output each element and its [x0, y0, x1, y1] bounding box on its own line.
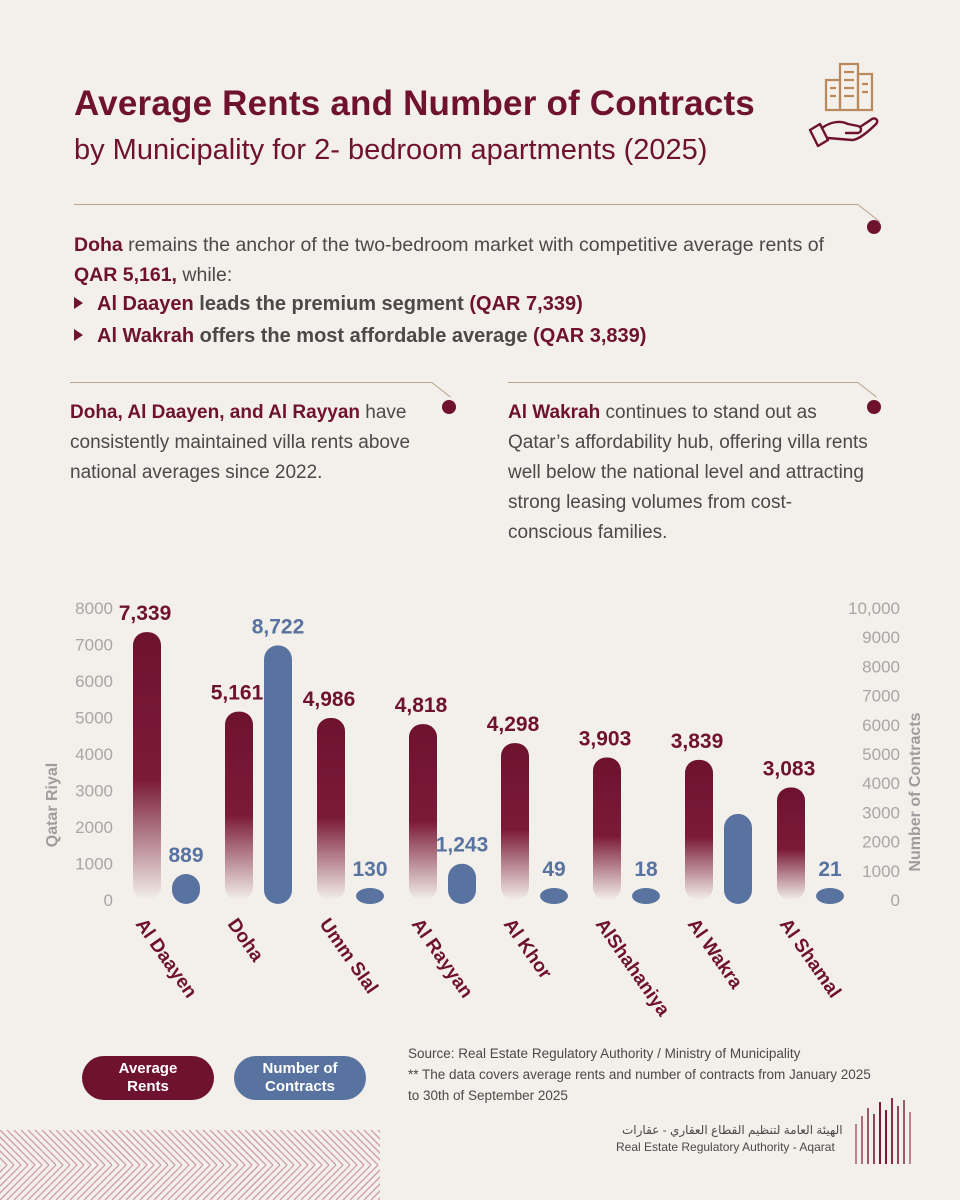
- contract-bar: [540, 888, 568, 904]
- intro-lead-value: QAR 5,161,: [74, 264, 177, 286]
- stripe-line: [84, 1130, 119, 1165]
- stripe-line: [280, 1165, 315, 1200]
- x-tick-label: Umm Slal: [314, 914, 382, 998]
- stripe-line: [91, 1165, 126, 1200]
- stripe-line: [70, 1165, 105, 1200]
- stripe-line: [210, 1165, 245, 1200]
- y2-axis-label: Number of Contracts: [907, 712, 924, 872]
- stripe-line: [245, 1165, 280, 1200]
- intro-paragraph: [74, 230, 854, 290]
- stripe-line: [238, 1165, 273, 1200]
- bullet2-bold: Al Wakrah: [97, 325, 195, 347]
- aqarat-logo: [848, 1094, 918, 1168]
- stripe-line: [21, 1130, 56, 1165]
- separator-line: [857, 204, 880, 222]
- stripe-line: [273, 1130, 308, 1165]
- stripe-line: [245, 1130, 280, 1165]
- rent-data-label: 4,298: [486, 713, 540, 737]
- stripe-line: [98, 1130, 133, 1165]
- decorative-stripes: [0, 1130, 380, 1200]
- stripe-line: [175, 1165, 210, 1200]
- stripe-line: [161, 1130, 196, 1165]
- legend-contracts-label: Number of Contracts: [262, 1060, 338, 1095]
- stripe-line: [266, 1165, 301, 1200]
- stripe-line: [175, 1130, 210, 1165]
- stripe-line: [168, 1165, 203, 1200]
- bullet1-text: leads the premium segment: [193, 293, 470, 315]
- y2-tick-label: 3000: [862, 803, 900, 823]
- stripe-line: [343, 1165, 378, 1200]
- rent-data-label: 7,339: [118, 602, 172, 626]
- bullet2-value: (QAR 3,839): [533, 325, 647, 347]
- source-line2: ** The data covers average rents and number of contracts from January 2025 to 30th of September 2025: [408, 1067, 871, 1103]
- stripe-line: [0, 1130, 35, 1165]
- contract-data-label: 49: [542, 858, 566, 881]
- stripe-line: [308, 1130, 343, 1165]
- stripe-line: [77, 1130, 112, 1165]
- x-tick-label: Doha: [222, 914, 268, 966]
- rent-bar: [225, 712, 253, 900]
- contract-bar: [816, 888, 844, 904]
- stripe-line: [77, 1165, 112, 1200]
- stripe-line: [161, 1165, 196, 1200]
- stripe-line: [35, 1130, 70, 1165]
- org-name-arabic: الهيئة العامة لتنظيم القطاع العقاري - عقارات: [622, 1123, 843, 1137]
- stripe-line: [154, 1130, 189, 1165]
- stripe-line: [0, 1165, 35, 1200]
- stripe-line: [42, 1165, 77, 1200]
- separator-line: [70, 382, 432, 383]
- stripe-line: [70, 1130, 105, 1165]
- note-right: [508, 398, 870, 548]
- rent-data-label: 5,161: [210, 681, 264, 705]
- stripe-line: [133, 1165, 168, 1200]
- y-tick-label: 1000: [75, 854, 113, 874]
- stripe-line: [112, 1130, 147, 1165]
- note-left-text: have consistently maintained villa rents above national averages since 2022.: [70, 402, 411, 483]
- x-tick-label: Al Daayen: [130, 914, 201, 1003]
- rent-data-label: 3,083: [762, 757, 816, 781]
- bullet-item: [74, 320, 646, 352]
- stripe-line: [287, 1130, 322, 1165]
- stripe-line: [294, 1130, 329, 1165]
- contract-bar: [448, 864, 476, 904]
- stripe-line: [259, 1165, 294, 1200]
- y2-tick-label: 8000: [862, 657, 900, 677]
- contract-bar: [724, 814, 752, 904]
- note-right-bold: Al Wakrah: [508, 402, 601, 423]
- stripe-line: [189, 1130, 224, 1165]
- stripe-line: [273, 1165, 308, 1200]
- stripe-line: [28, 1130, 63, 1165]
- stripe-line: [203, 1130, 238, 1165]
- legend-average-rents: [82, 1056, 214, 1100]
- x-tick-label: AlShahaniya: [590, 914, 674, 1021]
- stripe-line: [343, 1130, 378, 1165]
- contract-data-label: 889: [168, 844, 204, 868]
- y2-tick-label: 0: [890, 891, 900, 910]
- bullet2-text: offers the most affordable average: [194, 325, 534, 347]
- x-tick-label: Al Khor: [498, 914, 556, 984]
- intro-lead-bold: Doha: [74, 234, 123, 256]
- y2-tick-label: 4000: [862, 774, 900, 794]
- bullet-item: [74, 288, 646, 320]
- stripe-line: [308, 1165, 343, 1200]
- stripe-line: [315, 1130, 350, 1165]
- stripe-line: [252, 1165, 287, 1200]
- stripe-line: [196, 1130, 231, 1165]
- y-tick-label: 3000: [75, 781, 113, 801]
- legend-rents-label: Average Rents: [118, 1060, 178, 1095]
- stripe-line: [14, 1165, 49, 1200]
- stripe-line: [140, 1130, 175, 1165]
- stripe-line: [280, 1130, 315, 1165]
- stripe-line: [329, 1130, 364, 1165]
- stripe-line: [119, 1130, 154, 1165]
- stripe-line: [63, 1130, 98, 1165]
- stripe-line: [49, 1130, 84, 1165]
- stripe-line: [322, 1130, 357, 1165]
- y-tick-label: 5000: [75, 708, 113, 728]
- stripe-line: [105, 1165, 140, 1200]
- stripe-line: [259, 1130, 294, 1165]
- stripe-line: [224, 1165, 259, 1200]
- y-tick-label: 7000: [75, 635, 113, 655]
- legend-number-of-contracts: [234, 1056, 366, 1100]
- stripe-line: [168, 1130, 203, 1165]
- stripe-line: [147, 1130, 182, 1165]
- y-axis-label: Qatar Riyal: [44, 762, 61, 848]
- stripe-line: [133, 1130, 168, 1165]
- contract-bar: [172, 874, 200, 904]
- note-left: [70, 398, 450, 488]
- rent-data-label: 4,818: [394, 694, 448, 718]
- stripe-line: [224, 1130, 259, 1165]
- stripe-line: [21, 1165, 56, 1200]
- contract-data-label: 18: [634, 858, 658, 881]
- rent-bar: [777, 787, 805, 900]
- stripe-line: [322, 1165, 357, 1200]
- separator-line: [857, 382, 877, 398]
- org-name-english: Real Estate Regulatory Authority - Aqarat: [616, 1140, 835, 1154]
- stripe-line: [154, 1165, 189, 1200]
- separator-line: [74, 204, 858, 205]
- y-tick-label: 4000: [75, 745, 113, 764]
- rent-bar: [317, 718, 345, 900]
- x-tick-label: Al Rayyan: [406, 914, 477, 1003]
- rent-data-label: 4,986: [302, 688, 356, 712]
- stripe-line: [56, 1130, 91, 1165]
- stripe-line: [189, 1165, 224, 1200]
- stripe-line: [28, 1165, 63, 1200]
- y2-tick-label: 10,000: [848, 599, 900, 618]
- rent-data-label: 3,839: [670, 729, 724, 753]
- stripe-line: [182, 1130, 217, 1165]
- y2-tick-label: 2000: [862, 832, 900, 852]
- stripe-line: [119, 1165, 154, 1200]
- contract-data-label: 21: [818, 858, 842, 881]
- y2-tick-label: 1000: [862, 861, 900, 881]
- rent-contracts-chart: [0, 580, 960, 1040]
- x-tick-label: Al Wakra: [682, 914, 747, 993]
- stripe-line: [56, 1165, 91, 1200]
- stripe-line: [112, 1165, 147, 1200]
- stripe-line: [231, 1165, 266, 1200]
- contract-data-label: 1,243: [435, 833, 489, 857]
- rent-bar: [593, 758, 621, 900]
- contract-bar: [264, 645, 292, 904]
- intro-bullets: [74, 288, 646, 352]
- bullet1-value: (QAR 7,339): [469, 293, 583, 315]
- triangle-bullet-icon: [74, 297, 83, 309]
- stripe-line: [91, 1130, 126, 1165]
- stripe-line: [287, 1165, 322, 1200]
- rent-bar: [501, 743, 529, 900]
- stripe-line: [301, 1165, 336, 1200]
- stripe-line: [49, 1165, 84, 1200]
- y-tick-label: 0: [103, 891, 113, 910]
- rent-data-label: 3,903: [578, 727, 632, 751]
- source-note: [408, 1043, 878, 1106]
- stripe-line: [7, 1165, 42, 1200]
- y2-tick-label: 6000: [862, 715, 900, 735]
- stripe-line: [105, 1130, 140, 1165]
- stripe-line: [203, 1165, 238, 1200]
- stripe-line: [294, 1165, 329, 1200]
- page-subtitle: by Municipality for 2- bedroom apartments (2025): [74, 134, 708, 166]
- y2-tick-label: 5000: [862, 745, 900, 764]
- stripe-line: [217, 1130, 252, 1165]
- stripe-line: [252, 1130, 287, 1165]
- y-tick-label: 6000: [75, 672, 113, 691]
- stripe-line: [98, 1165, 133, 1200]
- intro-lead-text: remains the anchor of the two-bedroom market with competitive average rents of: [122, 234, 824, 256]
- x-tick-label: Al Shamal: [774, 914, 845, 1003]
- stripe-line: [147, 1165, 182, 1200]
- contract-data-label: 8,722: [251, 615, 305, 639]
- contract-data-label: 130: [352, 858, 388, 881]
- triangle-bullet-icon: [74, 329, 83, 341]
- y2-tick-label: 7000: [862, 686, 900, 706]
- intro-lead-end: while:: [176, 264, 233, 286]
- stripe-line: [84, 1165, 119, 1200]
- stripe-line: [336, 1165, 371, 1200]
- stripe-line: [126, 1165, 161, 1200]
- note-right-text: continues to stand out as Qatar’s affordability hub, offering villa rents well below the national level and attracting strong leasing volumes from cost-conscious families.: [508, 402, 868, 543]
- stripe-line: [63, 1165, 98, 1200]
- rent-bar: [685, 760, 713, 900]
- page-title: Average Rents and Number of Contracts: [74, 84, 755, 123]
- stripe-line: [217, 1165, 252, 1200]
- contract-bar: [632, 888, 660, 904]
- y2-tick-label: 9000: [862, 628, 900, 648]
- separator-dot: [867, 220, 881, 234]
- rent-bar: [409, 724, 437, 900]
- stripe-line: [329, 1165, 364, 1200]
- stripe-line: [7, 1130, 42, 1165]
- stripe-line: [14, 1130, 49, 1165]
- stripe-line: [182, 1165, 217, 1200]
- contract-bar: [356, 888, 384, 904]
- bullet1-bold: Al Daayen: [97, 293, 194, 315]
- note-left-bold: Doha, Al Daayen, and Al Rayyan: [70, 402, 361, 423]
- stripe-line: [42, 1130, 77, 1165]
- y-tick-label: 8000: [75, 599, 113, 618]
- source-line1: Source: Real Estate Regulatory Authority / Ministry of Municipality: [408, 1046, 801, 1061]
- stripe-line: [231, 1130, 266, 1165]
- stripe-line: [196, 1165, 231, 1200]
- y-tick-label: 2000: [75, 818, 113, 837]
- stripe-line: [238, 1130, 273, 1165]
- separator-line: [431, 382, 451, 398]
- separator-line: [508, 382, 858, 383]
- stripe-line: [301, 1130, 336, 1165]
- stripe-line: [315, 1165, 350, 1200]
- stripe-line: [210, 1130, 245, 1165]
- stripe-line: [266, 1130, 301, 1165]
- stripe-line: [336, 1130, 371, 1165]
- rent-bar: [133, 632, 161, 900]
- stripe-line: [126, 1130, 161, 1165]
- stripe-line: [140, 1165, 175, 1200]
- stripe-line: [35, 1165, 70, 1200]
- real-estate-hand-icon: [806, 58, 882, 154]
